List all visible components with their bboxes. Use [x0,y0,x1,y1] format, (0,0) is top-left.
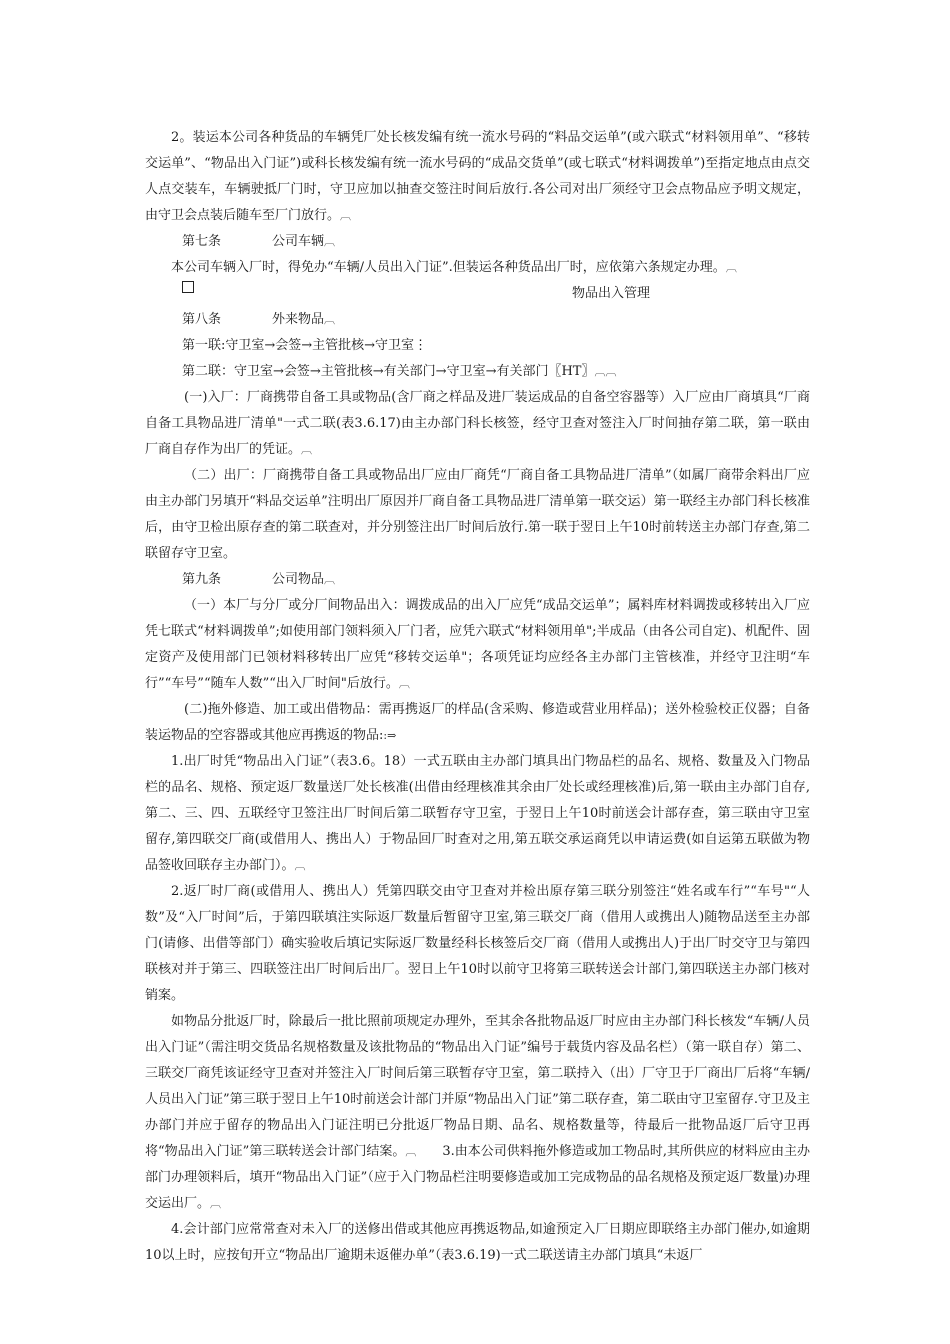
article-8-number: 第八条 [182,312,222,327]
item-4: 4.会计部门应常常查对未入厂的送修出借或其他应再携返物品,如逾预定入厂日期应即联络主办部门催办,如逾期10以上时，应按旬开立“物品出厂逾期未返催办单”（表3.6.19)一式二联送请主办部门填具“未返厂 [145,1222,810,1263]
article-7-title: 公司车辆 [272,234,325,249]
paragraph-exit: （二）出厂：厂商携带自备工具或物品出厂应由厂商凭“厂商自备工具物品进厂清单”（如属厂商带余料出厂应由主办部门另填开“料品交运单”注明出厂原因并厂商自备工具物品进厂清单第一联交运）第一联经主办部门科长核准后，由守卫检出原存查的第二联查对，并分别签注出厂时间后放行.第一联于翌日上午10时前转送主办部门存查,第二联留存守卫室。 [145,468,810,561]
item-3-text: 3.由本公司供料拖外修造或加工物品时,其所供应的材料应由主办部门办理领料后，填开“物品出入门证”（应于入门物品栏注明要修造或加工完成物品的品名规格及预定返厂数量)办理交运出厂。 [145,1144,811,1211]
flow-copy-2-text: 第二联：守卫室→会签→主管批核→有关部门→守卫室→有关部门〖HT〗 [182,364,595,379]
article-7-text: 本公司车辆入厂时，得免办“车辆/人员出入门证”.但装运各种货品出厂时，应依第六条规定办理。 [171,260,726,275]
paragraph-2-text: 2。装运本公司各种货品的车辆凭厂处长核发编有统一流水号码的“料品交运单”(或六联式“材料领用单”、“移转交运单”、“物品出入门证”)或科长核发编有统一流水号码的“成品交货单”(或七联式“材料调拨单”)至指定地点由点交人点交装车，车辆驶抵厂门时，守卫应加以抽查交签注时间后放行.各公司对出厂须经守卫会点物品应予明文规定，由守卫会点装后随车至厂门放行。 [145,130,810,223]
paragraph-mark: ︹ [725,261,737,274]
flow-copy-1: 第一联:守卫室→会签→主管批核→守卫室⋮ [182,338,428,353]
paragraph-mark: ︹ [210,1197,222,1210]
article-9-title: 公司物品 [272,572,325,587]
paragraph-mark: ︹︹ [594,365,617,378]
paragraph-transfer [145,593,810,697]
article-7-number: 第七条 [182,234,222,249]
paragraph-mark: ︹ [405,1145,417,1158]
paragraph-mark: ︹ [324,235,336,248]
section-heading-row [145,281,810,307]
paragraph-entry [145,385,810,463]
entry-text: (一)入厂：厂商携带自备工具或物品(含厂商之样品及进厂装运成品的自备空容器等）入厂应由厂商填具“厂商自备工具物品进厂清单"一式二联(表3.6.17)由主办部门科长核签，经守卫查对签注入厂时间抽存第二联，第一联由厂商自存作为出厂的凭证。 [145,390,810,457]
paragraph-mark: ︹ [340,209,352,222]
paragraph-mark: ︹ [294,859,306,872]
flow-copy-2 [145,359,810,385]
item-2: 2.返厂时厂商(或借用人、携出人）凭第四联交由守卫查对并检出原存第三联分别签注“姓名或车行”“车号"“人数”及“入厂时间”后，于第四联填注实际返厂数量后暂留守卫室,第三联交厂商（借用人或携出人)随物品送至主办部门(请修、出借等部门）确实验收后填记实际返厂数量经科长核签后交厂商（借用人或携出人)于出厂时交守卫与第四联核对并于第三、四联签注出厂时间后出厂。翌日上午10时以前守卫将第三联转送会计部门,第四联送主办部门核对销案。 [145,884,810,1003]
paragraph-outsourcing [145,697,810,749]
paragraph-mark: ︹ [398,677,410,690]
article-7-body [145,255,810,281]
article-9-number: 第九条 [182,572,222,587]
item-1 [145,749,810,879]
paragraph-mark: ︹ [324,313,336,326]
section-heading: 物品出入管理 [571,286,650,301]
checkbox-symbol [182,281,194,293]
transfer-text: （一）本厂与分厂或分厂间物品出入：调拨成品的出入厂应凭“成品交运单”；属料库材料调拨或移转出入厂应凭七联式“材料调拨单”;如使用部门领料须入厂门者，应凭六联式“材料领用单";半成品（由各公司自定)、机配件、固定资产及使用部门已领材料移转出厂应凭“移转交运单"；各项凭证均应经各主办部门主管核准，并经守卫注明“车行”“车号”“随车人数”“出入厂时间"后放行。 [145,598,810,691]
document-body [145,125,810,1269]
paragraph-2 [145,125,810,229]
list-mark: :⇒ [383,729,397,742]
article-8-heading [145,307,810,333]
article-8-title: 外来物品 [272,312,325,327]
paragraph-mark: ︹ [301,443,313,456]
outsourcing-text: (二)拖外修造、加工或出借物品：需再携返厂的样品(含采购、修造或营业用样品)；送外检验校正仪器；自备装运物品的空容器或其他应再携返的物品: [145,702,810,743]
batch-text: 如物品分批返厂时，除最后一批比照前项规定办理外，至其余各批物品返厂时应由主办部门科长核发“车辆/人员出入门证”（需注明交货品名规格数量及该批物品的“物品出入门证”编号于载货内容及品名栏）（第一联自存）第二、三联交厂商凭该证经守卫查对并签注入厂时间后第三联暂存守卫室，第二联持入（出）厂守卫于厂商出厂后将“车辆/人员出入门证”第三联于翌日上午10时前送会计部门并原“物品出入门证”第二联存查，第二联由守卫室留存.守卫及主办部门并应于留存的物品出入门证注明已分批返厂物品日期、品名、规格数量等，待最后一批物品返厂后守卫再将“物品出入门证”第三联转送会计部门结案。 [145,1014,810,1159]
article-7-heading [145,229,810,255]
item-1-text: 1.出厂时凭“物品出入门证”（表3.6。18）一式五联由主办部门填具出门物品栏的品名、规格、数量及入门物品栏的品名、规格、预定返厂数量送厂处长核准(出借由经理核准其余由厂处长或经理核准)后,第一联由主办部门自存,第二、三、四、五联经守卫签注出厂时间后第二联暂存守卫室，于翌日上午10时前送会计部存查，第三联由守卫室留存,第四联交厂商(或借用人、携出人）于物品回厂时查对之用,第五联交承运商凭以申请运费(如自运第五联做为物品签收回联存主办部门）。 [145,754,810,873]
paragraph-mark: ︹ [324,573,336,586]
paragraph-batch [145,1009,810,1217]
article-9-heading [145,567,810,593]
